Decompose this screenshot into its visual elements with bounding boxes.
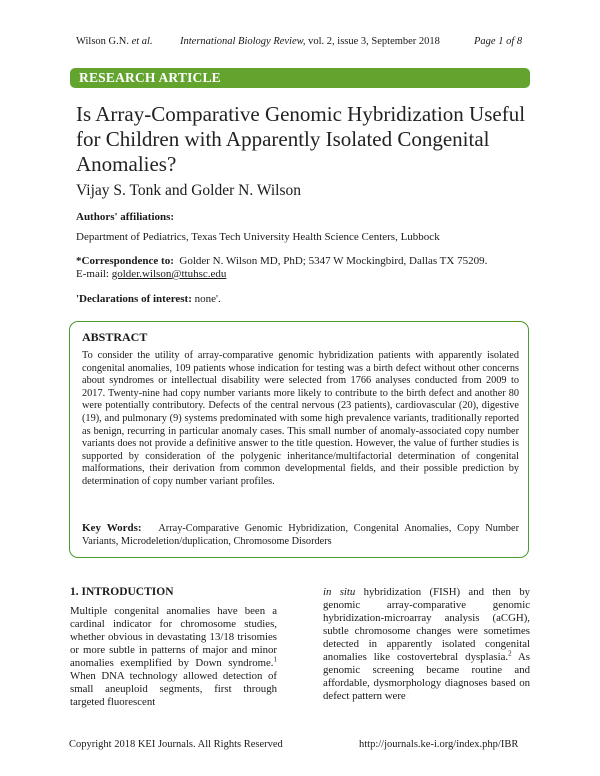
body-column-left (70, 605, 277, 709)
title-line: Anomalies? (76, 152, 177, 176)
body-text: When DNA technology allowed detection of small aneuploid segments, first through targeted fluorescent (70, 670, 277, 708)
email-link[interactable]: golder.wilson@ttuhsc.edu (111, 268, 227, 280)
header-etal: et al. (131, 36, 153, 47)
running-header-page: Page 1 of 8 (474, 36, 523, 47)
declarations-text: none'. (194, 293, 221, 305)
abstract-heading: ABSTRACT (82, 330, 148, 344)
article-title (76, 102, 536, 177)
footer-copyright: Copyright 2018 KEI Journals. All Rights Reserved (69, 739, 283, 750)
abstract-text: To consider the utility of array-comparative genomic hybridization patients with apparently isolated congenital anomalies, 109 patients whose indication for testing was a birth defect without other concerns about syndromes or intellectual disability were selected from 1766 analyses conducted from 2009 to 2017. Twenty-nine had copy number variants more likely to contribute to the birth defect and another 80 were potentially contributory. Defects of the central nervous (23 patients), cardiovascular (20), digestive (19), and pulmonary (9) systems predominated with some high prevalence variants, traditionally reported as benign, recurring in particular anomaly cases. This small number of anomaly-associated copy number variants does not provide a definitive answer to the title question. However, the value of further studies is supported by consideration of the polygenic inheritance/multifactorial determination of congenital malformations, their derivation from common developmental fields, and their possible prediction by determination of copy number variant profiles. (82, 350, 519, 487)
title-line: Is Array-Comparative Genomic Hybridization Useful (76, 102, 526, 126)
body-text: hybridization (FISH) and then by genomic array-comparative genomic hybridization-microarray analysis (aCGH), subtle chromosome changes were sometimes detected in apparently isolated congenital anomalies like costovertebral dysplasia. (323, 586, 530, 663)
header-journal-name: International Biology Review, (180, 36, 306, 47)
correspondence-label: *Correspondence to: (76, 255, 174, 267)
email-label: E-mail: (76, 268, 109, 280)
footer-url[interactable]: http://journals.ke-i.org/index.php/IBR (359, 739, 519, 750)
affiliations-heading: Authors' affiliations: (76, 211, 175, 223)
keywords-label: Key Words: (82, 522, 142, 534)
section-heading-introduction: 1. INTRODUCTION (70, 586, 174, 598)
running-header-journal (180, 36, 440, 47)
title-line: for Children with Apparently Isolated Congenital (76, 127, 490, 151)
declarations-label: 'Declarations of interest: (76, 293, 192, 305)
declarations (76, 293, 221, 305)
article-type-banner (70, 68, 530, 88)
article-type-label: RESEARCH ARTICLE (79, 70, 221, 85)
body-column-right (323, 586, 530, 703)
running-header-authors (76, 36, 153, 47)
header-authors: Wilson G.N. (76, 36, 129, 47)
affiliation: Department of Pediatrics, Texas Tech University Health Science Centers, Lubbock (76, 231, 440, 243)
correspondence (76, 255, 487, 267)
keywords (82, 522, 519, 548)
reference-marker[interactable]: 1 (273, 655, 277, 664)
reference-marker[interactable]: 2 (508, 649, 512, 658)
email-line (76, 268, 226, 280)
author-list: Vijay S. Tonk and Golder N. Wilson (76, 182, 301, 199)
body-text-italic: in situ (323, 586, 356, 598)
body-text: As genomic screening became routine and affordable, dysmorphology diagnoses based on defect pattern were (323, 651, 530, 702)
correspondence-text: Golder N. Wilson MD, PhD; 5347 W Mockingbird, Dallas TX 75209. (179, 255, 488, 267)
header-issue: vol. 2, issue 3, September 2018 (308, 36, 440, 47)
body-text: Multiple congenital anomalies have been a cardinal indicator for chromosome studies, whether obvious in devastating 13/18 trisomies or more subtle in patterns of major and minor anomalies exemplified by Down syndrome. (70, 605, 277, 669)
keywords-text: Array-Comparative Genomic Hybridization, Congenital Anomalies, Copy Number Variants, Microdeletion/duplication, Chromosome Disorders (82, 523, 520, 547)
